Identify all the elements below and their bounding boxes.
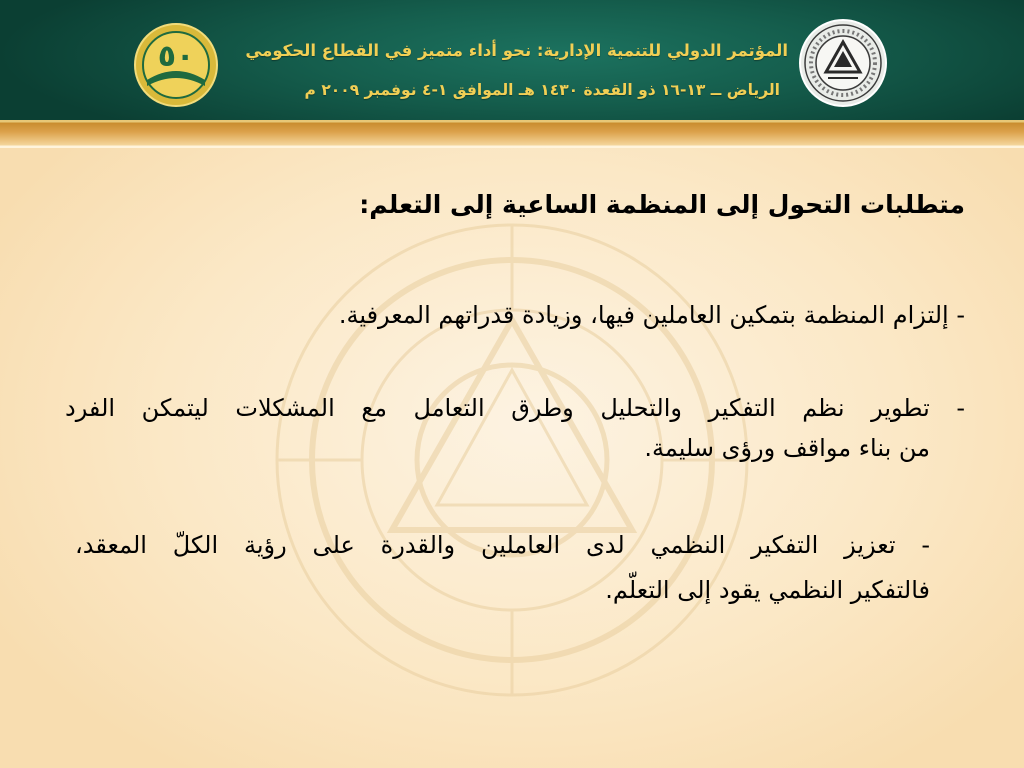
logo-number: ٥٠: [157, 39, 195, 74]
bullet-1-line-1: - إلتزام المنظمة بتمكين العاملين فيها، وزيادة قدراتهم المعرفية.: [338, 301, 965, 329]
anniversary-50-logo-icon: [133, 22, 219, 108]
conference-dates: الرياض ــ ١٣-١٦ ذو القعدة ١٤٣٠ هـ الموافق ١-٤ نوفمبر ٢٠٠٩ م: [304, 81, 780, 99]
bullet-3-line-2: فالتفكير النظمي يقود إلى التعلّم.: [605, 576, 930, 604]
institute-seal-logo-icon: [798, 18, 888, 108]
conference-title: المؤتمر الدولي للتنمية الإدارية: نحو أداء متميز في القطاع الحكومي: [245, 41, 788, 60]
conference-header: [0, 0, 1024, 120]
bullet-2-line-1: - تطوير نظم التفكير والتحليل وطرق التعامل مع المشكلات ليتمكن الفرد: [65, 394, 965, 422]
header-divider-band: [0, 120, 1024, 148]
bullet-3-line-1: - تعزيز التفكير النظمي لدى العاملين والقدرة على رؤية الكلّ المعقد،: [75, 531, 930, 559]
bullet-2-line-2: من بناء مواقف ورؤى سليمة.: [644, 434, 930, 462]
slide-heading: متطلبات التحول إلى المنظمة الساعية إلى التعلم:: [359, 190, 965, 219]
